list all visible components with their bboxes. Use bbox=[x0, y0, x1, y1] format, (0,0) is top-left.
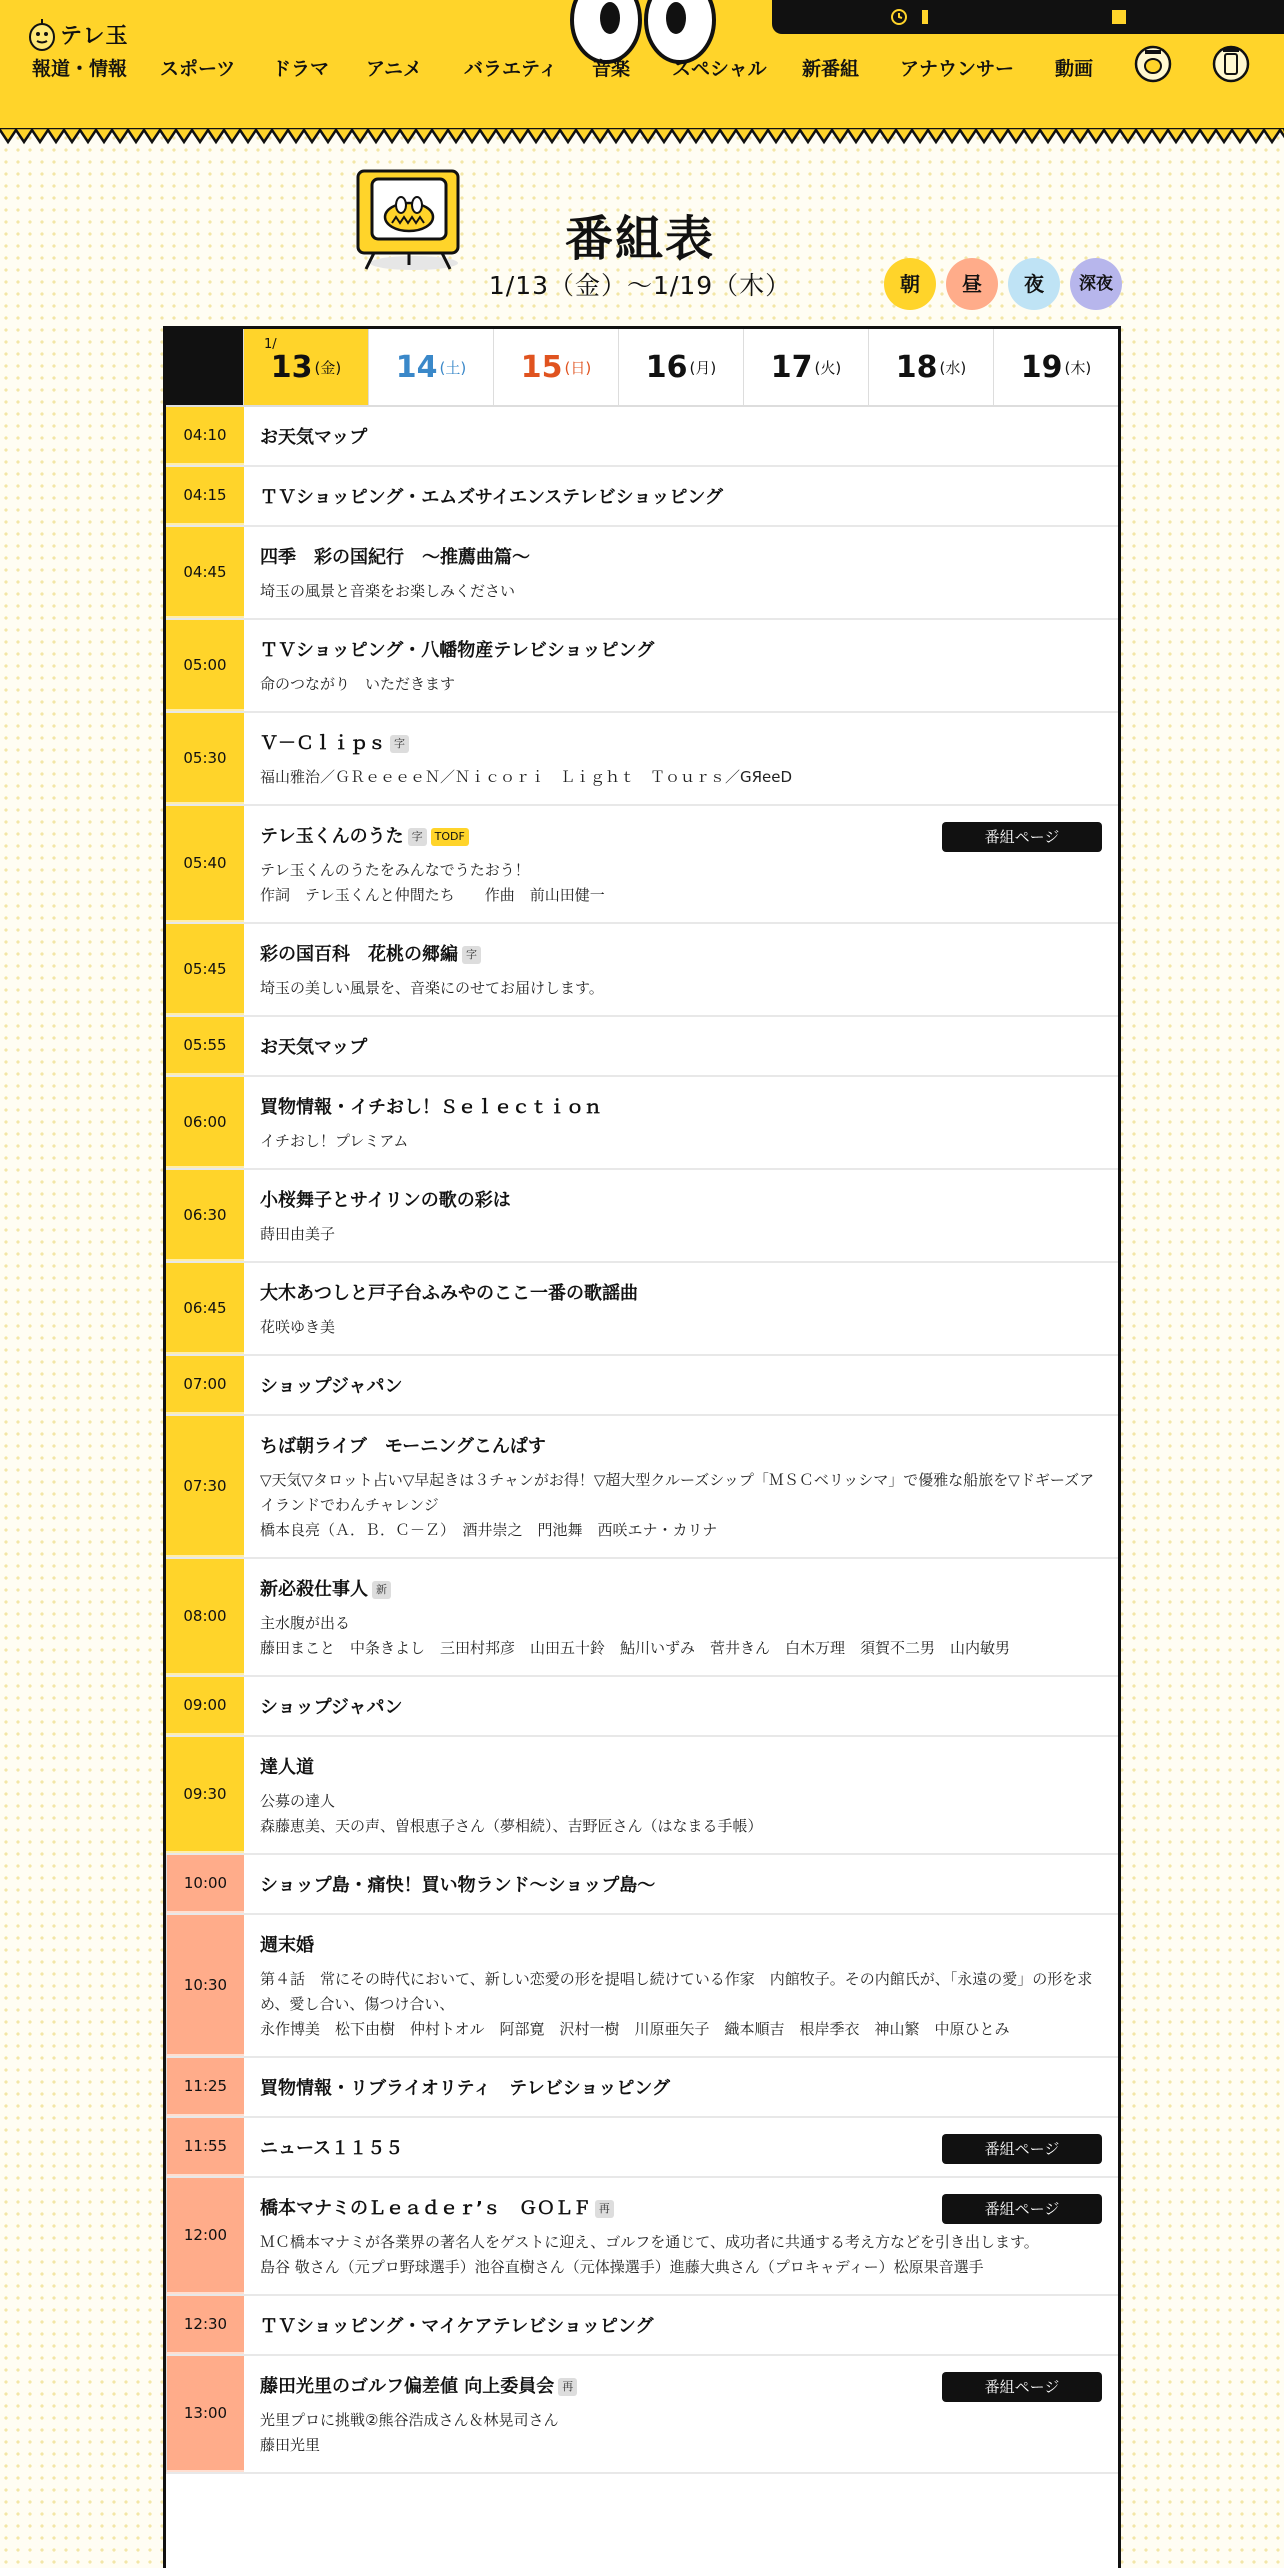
program-title[interactable]: お天気マップ bbox=[260, 427, 368, 448]
day-tab-weekday: (日) bbox=[564, 358, 592, 377]
program-title[interactable]: ショップ島・痛快！買い物ランド～ショップ島～ bbox=[260, 1875, 656, 1896]
program-title[interactable]: テレ玉くんのうた 字 TODF bbox=[260, 824, 1102, 850]
day-tab-17[interactable] bbox=[743, 329, 868, 405]
program-time: 11:25 bbox=[166, 2058, 244, 2116]
nav-item-news[interactable]: 報道・情報 bbox=[32, 58, 128, 80]
program-row bbox=[166, 467, 1118, 527]
program-cell bbox=[244, 1017, 1118, 1075]
program-description: 埼玉の美しい風景を、音楽にのせてお届けします。 bbox=[260, 979, 604, 997]
day-tab-number: 18 bbox=[895, 349, 938, 385]
nav-item-anime[interactable]: アニメ bbox=[366, 58, 423, 80]
program-cell bbox=[244, 1356, 1118, 1414]
program-cell bbox=[244, 1737, 1118, 1853]
nav-item-sports[interactable]: スポーツ bbox=[160, 58, 236, 80]
program-title[interactable]: 橋本マナミのＬｅａｄｅｒ’ｓ ＧＯＬＦ 再 bbox=[260, 2196, 1102, 2222]
program-time: 13:00 bbox=[166, 2356, 244, 2472]
program-title[interactable]: ニュース１１５５ bbox=[260, 2138, 404, 2159]
program-title[interactable]: 藤田光里のゴルフ偏差値 向上委員会 再 bbox=[260, 2374, 1102, 2400]
logo-text: テレ玉 bbox=[60, 23, 129, 49]
program-row bbox=[166, 2178, 1118, 2296]
program-page-button[interactable]: 番組ページ bbox=[942, 2372, 1102, 2402]
page-title: 番組表 bbox=[564, 211, 715, 267]
program-cell bbox=[244, 1416, 1118, 1557]
program-time: 10:30 bbox=[166, 1915, 244, 2056]
site-logo[interactable] bbox=[28, 14, 129, 54]
day-tab-weekday: (火) bbox=[814, 358, 842, 377]
program-title[interactable]: 彩の国百科 花桃の郷編 字 bbox=[260, 942, 1102, 968]
program-cell bbox=[244, 1170, 1118, 1261]
program-description: 命のつながり いただきます bbox=[260, 675, 456, 693]
program-cell bbox=[244, 2058, 1118, 2116]
program-badge: 再 bbox=[558, 2378, 577, 2396]
program-title[interactable]: 四季 彩の国紀行 ～推薦曲篇～ bbox=[260, 547, 530, 568]
program-row bbox=[166, 1017, 1118, 1077]
program-time: 06:00 bbox=[166, 1077, 244, 1168]
nav-item-new-programs[interactable]: 新番組 bbox=[802, 58, 860, 80]
program-description: 福山雅治／ＧＲｅｅｅｅＮ／Ｎｉｃｏｒｉ Ｌｉｇｈｔ Ｔｏｕｒｓ／GЯeeD bbox=[260, 768, 793, 786]
clock-digit-shape bbox=[922, 10, 928, 24]
nav-item-drama[interactable]: ドラマ bbox=[272, 58, 330, 80]
smartphone-icon[interactable] bbox=[1210, 40, 1252, 88]
program-title[interactable]: 買物情報・リブライオリティ テレビショッピング bbox=[260, 2078, 671, 2099]
program-row bbox=[166, 2058, 1118, 2118]
program-cell bbox=[244, 1855, 1118, 1913]
day-tab-number: 13 bbox=[270, 349, 313, 385]
program-time: 05:55 bbox=[166, 1017, 244, 1075]
program-row bbox=[166, 1855, 1118, 1915]
program-page-button[interactable]: 番組ページ bbox=[942, 2134, 1102, 2164]
program-row bbox=[166, 1416, 1118, 1559]
program-title[interactable]: ちば朝ライブ モーニングこんぱす bbox=[260, 1436, 546, 1457]
day-tab-16[interactable] bbox=[618, 329, 743, 405]
program-description: 主水腹が出る 藤田まこと 中条きよし 三田村邦彦 山田五十鈴 鮎川いずみ 菅井きん 白木万理 須賀不二男 山内敏男 bbox=[260, 1614, 1011, 1657]
program-time: 10:00 bbox=[166, 1855, 244, 1913]
program-row bbox=[166, 2296, 1118, 2356]
program-title[interactable]: 新必殺仕事人 新 bbox=[260, 1577, 1102, 1603]
program-title[interactable]: 達人道 bbox=[260, 1757, 314, 1778]
program-cell bbox=[244, 924, 1118, 1015]
clock-bar bbox=[772, 0, 1284, 34]
day-tab-18[interactable] bbox=[868, 329, 993, 405]
program-cell bbox=[244, 620, 1118, 711]
nav-item-videos[interactable]: 動画 bbox=[1055, 58, 1094, 80]
clock-icon bbox=[890, 8, 908, 26]
program-badge: 字 bbox=[408, 828, 427, 846]
program-cell bbox=[244, 2178, 1118, 2294]
day-tabs-corner bbox=[166, 329, 243, 405]
program-list bbox=[166, 407, 1118, 2474]
program-time: 12:30 bbox=[166, 2296, 244, 2354]
program-row bbox=[166, 1077, 1118, 1170]
program-time: 09:00 bbox=[166, 1677, 244, 1735]
nav-item-announcers[interactable]: アナウンサー bbox=[900, 58, 1015, 80]
program-row bbox=[166, 1915, 1118, 2058]
clock-digit-shape bbox=[1112, 10, 1126, 24]
nav-item-variety[interactable]: バラエティ bbox=[464, 58, 558, 80]
program-row bbox=[166, 1356, 1118, 1416]
program-row bbox=[166, 527, 1118, 620]
site-header bbox=[0, 0, 1284, 130]
header-zigzag-edge bbox=[0, 128, 1284, 150]
program-description: 公募の達人 森藤恵美、天の声、曽根恵子さん（夢相続）、吉野匠さん（はなまる手帳） bbox=[260, 1792, 763, 1835]
program-description: 第４話 常にその時代において、新しい恋愛の形を提唱し続けている作家 内館牧子。その内館氏が、「永遠の愛」の形を求め、愛し合い、傷つけ合い、 永作博美 松下由樹 仲村トオル 阿部寛 沢村一樹 川原亜矢子 織本順吉 根岸季衣 神山繁 中原ひとみ bbox=[260, 1970, 1093, 2038]
program-title[interactable]: ＴＶショッピング・八幡物産テレビショッピング bbox=[260, 640, 655, 661]
program-title[interactable]: ショップジャパン bbox=[260, 1697, 403, 1718]
program-cell bbox=[244, 1915, 1118, 2056]
program-cell bbox=[244, 467, 1118, 525]
program-time: 06:45 bbox=[166, 1263, 244, 1354]
program-title[interactable]: ＴＶショッピング・マイケアテレビショッピング bbox=[260, 2316, 654, 2337]
program-time: 06:30 bbox=[166, 1170, 244, 1261]
day-tab-month: 1/ bbox=[264, 337, 277, 352]
program-cell bbox=[244, 2118, 1118, 2176]
program-cell bbox=[244, 2356, 1118, 2472]
program-title[interactable]: 週末婚 bbox=[260, 1935, 314, 1956]
nav-item-special[interactable]: スペシャル bbox=[672, 58, 767, 80]
program-title[interactable]: 買物情報・イチおし！Ｓｅｌｅｃｔｉｏｎ bbox=[260, 1097, 602, 1118]
date-range: 1/13（金）〜1/19（木） bbox=[488, 271, 792, 300]
program-title[interactable]: 大木あつしと戸子台ふみやのここ一番の歌謡曲 bbox=[260, 1283, 638, 1304]
day-tab-13[interactable] bbox=[243, 329, 368, 405]
program-title[interactable]: お天気マップ bbox=[260, 1037, 368, 1058]
nav-item-music[interactable]: 音楽 bbox=[592, 58, 631, 80]
day-tab-weekday: (月) bbox=[689, 358, 717, 377]
program-page-button[interactable]: 番組ページ bbox=[942, 822, 1102, 852]
time-of-day-late-night-button[interactable]: 深夜 bbox=[1070, 258, 1122, 310]
program-description: 光里プロに挑戦②熊谷浩成さん＆林晃司さん 藤田光里 bbox=[260, 2411, 559, 2454]
program-title[interactable]: 小桜舞子とサイリンの歌の彩は bbox=[260, 1190, 511, 1211]
program-time: 05:00 bbox=[166, 620, 244, 711]
day-tab-weekday: (水) bbox=[939, 358, 967, 377]
program-badge: 再 bbox=[595, 2200, 614, 2218]
program-row bbox=[166, 2118, 1118, 2178]
day-tab-14[interactable] bbox=[368, 329, 493, 405]
program-row bbox=[166, 924, 1118, 1017]
day-tab-19[interactable] bbox=[993, 329, 1118, 405]
day-tabs bbox=[166, 329, 1118, 407]
program-time: 04:45 bbox=[166, 527, 244, 618]
day-tab-15[interactable] bbox=[493, 329, 618, 405]
program-row bbox=[166, 620, 1118, 713]
program-row bbox=[166, 407, 1118, 467]
program-time: 11:55 bbox=[166, 2118, 244, 2176]
day-tab-number: 16 bbox=[645, 349, 688, 385]
program-description: 埼玉の風景と音楽をお楽しみください bbox=[260, 582, 516, 600]
program-time: 05:40 bbox=[166, 806, 244, 922]
program-row bbox=[166, 1737, 1118, 1855]
program-badge: 字 bbox=[462, 946, 481, 964]
program-badge: 字 bbox=[390, 735, 409, 753]
day-tab-weekday: (土) bbox=[439, 358, 467, 377]
program-description: テレ玉くんのうたをみんなでうたおう！ 作詞 テレ玉くんと仲間たち 作曲 前山田健一 bbox=[260, 861, 605, 904]
program-row bbox=[166, 1559, 1118, 1677]
tv-mascot-illustration bbox=[352, 165, 470, 273]
program-cell bbox=[244, 2296, 1118, 2354]
time-of-day-noon-button[interactable]: 昼 bbox=[946, 258, 998, 310]
program-row bbox=[166, 1170, 1118, 1263]
program-time: 05:45 bbox=[166, 924, 244, 1015]
program-title[interactable]: Ｖ－Ｃｌｉｐｓ 字 bbox=[260, 731, 1102, 757]
day-tab-number: 17 bbox=[770, 349, 813, 385]
program-row bbox=[166, 2356, 1118, 2474]
day-tab-weekday: (金) bbox=[314, 358, 342, 377]
program-cell bbox=[244, 1677, 1118, 1735]
program-badge: TODF bbox=[431, 828, 469, 846]
program-description: ＭＣ橋本マナミが各業界の著名人をゲストに迎え、ゴルフを通じて、成功者に共通する考え方などを引き出します。 島谷 敬さん（元プロ野球選手）池谷直樹さん（元体操選手）進藤大典さん（プロキャディー）松原果音選手 bbox=[260, 2233, 1039, 2276]
program-title[interactable]: ＴＶショッピング・エムズサイエンステレビショッピング bbox=[260, 487, 723, 508]
telitama-mascot-icon bbox=[28, 17, 56, 51]
program-time: 04:10 bbox=[166, 407, 244, 465]
day-tab-number: 19 bbox=[1020, 349, 1063, 385]
program-time: 07:00 bbox=[166, 1356, 244, 1414]
program-row bbox=[166, 713, 1118, 806]
program-cell bbox=[244, 1077, 1118, 1168]
program-cell bbox=[244, 713, 1118, 804]
schedule-table bbox=[163, 326, 1121, 2568]
program-cell bbox=[244, 806, 1118, 922]
telitama-app-icon[interactable] bbox=[1132, 40, 1174, 88]
program-row bbox=[166, 806, 1118, 924]
program-row bbox=[166, 1677, 1118, 1737]
program-description: ▽天気▽タロット占い▽早起きは３チャンがお得！▽超大型クルーズシップ「ＭＳＣベリッシマ」で優雅な船旅を▽ドギーズアイランドでわんチャレンジ 橋本良亮（Ａ．Ｂ．Ｃ－Ｚ） 酒井崇之 門池舞 西咲エナ・カリナ bbox=[260, 1471, 1095, 1539]
program-description: 花咲ゆき美 bbox=[260, 1318, 336, 1336]
time-of-day-night-button[interactable]: 夜 bbox=[1008, 258, 1060, 310]
program-time: 04:15 bbox=[166, 467, 244, 525]
program-time: 05:30 bbox=[166, 713, 244, 804]
program-time: 09:30 bbox=[166, 1737, 244, 1853]
program-cell bbox=[244, 1263, 1118, 1354]
program-cell bbox=[244, 407, 1118, 465]
day-tab-weekday: (木) bbox=[1064, 358, 1092, 377]
program-title[interactable]: ショップジャパン bbox=[260, 1376, 403, 1397]
program-description: イチおし！プレミアム bbox=[260, 1132, 409, 1150]
program-row bbox=[166, 1263, 1118, 1356]
time-of-day-morning-button[interactable]: 朝 bbox=[884, 258, 936, 310]
program-cell bbox=[244, 527, 1118, 618]
day-tab-number: 14 bbox=[395, 349, 438, 385]
program-time: 08:00 bbox=[166, 1559, 244, 1675]
program-time: 07:30 bbox=[166, 1416, 244, 1557]
program-page-button[interactable]: 番組ページ bbox=[942, 2194, 1102, 2224]
program-badge: 新 bbox=[372, 1581, 391, 1599]
program-time: 12:00 bbox=[166, 2178, 244, 2294]
main-nav bbox=[22, 54, 1122, 82]
program-cell bbox=[244, 1559, 1118, 1675]
day-tab-number: 15 bbox=[520, 349, 563, 385]
program-description: 蒔田由美子 bbox=[260, 1225, 336, 1243]
